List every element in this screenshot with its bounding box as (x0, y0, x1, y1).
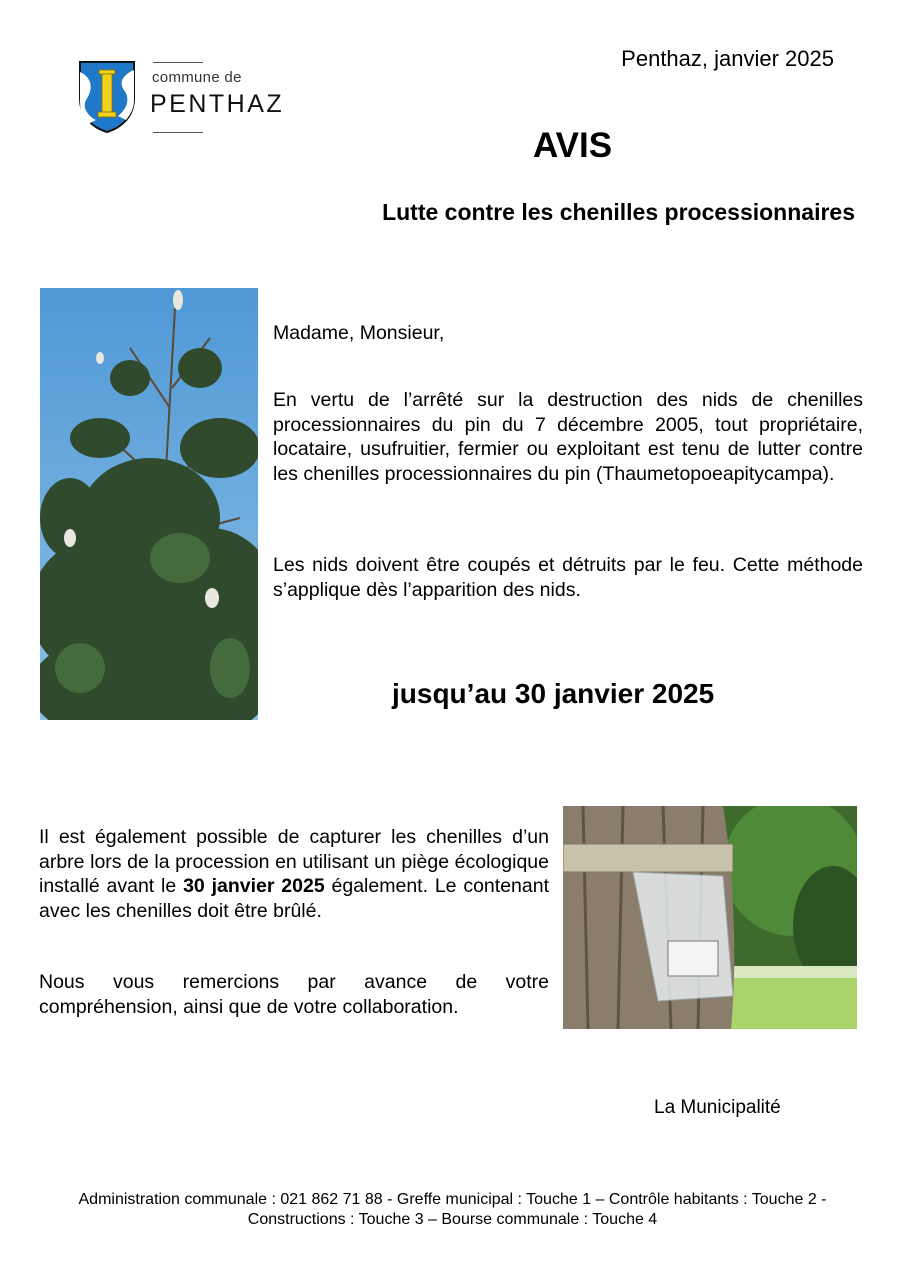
commune-logo (78, 60, 288, 135)
thanks-paragraph: Nous vous remercions par avance de votre compréhension, ainsi que de votre collaboration. (39, 971, 549, 1018)
document-title: AVIS (532, 126, 613, 165)
place-date: Penthaz, janvier 2025 (621, 46, 834, 71)
pine-tree-photo (40, 288, 258, 720)
deadline-heading: jusqu’au 30 janvier 2025 (392, 678, 715, 709)
document-subject: Lutte contre les chenilles processionnaires (382, 199, 855, 225)
footer-line-2: Constructions : Touche 3 – Bourse communale : Touche 4 (247, 1211, 658, 1228)
trap-text-before: Il est également possible de capturer les chenilles d’un arbre lors de la procession en utilisant un piège écologique installé avant le (39, 826, 549, 897)
signature: La Municipalité (654, 1097, 781, 1118)
logo-commune-name: PENTHAZ (150, 90, 285, 118)
salutation: Madame, Monsieur, (273, 322, 445, 344)
coat-of-arms-icon (78, 60, 136, 134)
trap-photo (563, 806, 857, 1029)
logo-commune-label: commune de (152, 69, 242, 86)
method-paragraph: Les nids doivent être coupés et détruits par le feu. Cette méthode s’applique dès l’apparition des nids. (273, 554, 863, 601)
trap-deadline-date: 30 janvier 2025 (183, 875, 325, 897)
footer-contacts (40, 1190, 865, 1230)
trap-paragraph (39, 825, 549, 923)
legal-paragraph: En vertu de l’arrêté sur la destruction des nids de chenilles processionnaires du pin du 7 décembre 2005, tout propriétaire, locataire, usufruitier, fermier ou exploitant est tenu de lutter contre les chenilles processionnaires du pin (Thaumetopoeapitycampa). (273, 389, 863, 485)
footer-line-1: Administration communale : 021 862 71 88 - Greffe municipal : Touche 1 – Contrôle habitants : Touche 2 - (78, 1191, 827, 1208)
trap-text-after: également. Le contenant avec les chenilles doit être brûlé. (39, 875, 549, 922)
